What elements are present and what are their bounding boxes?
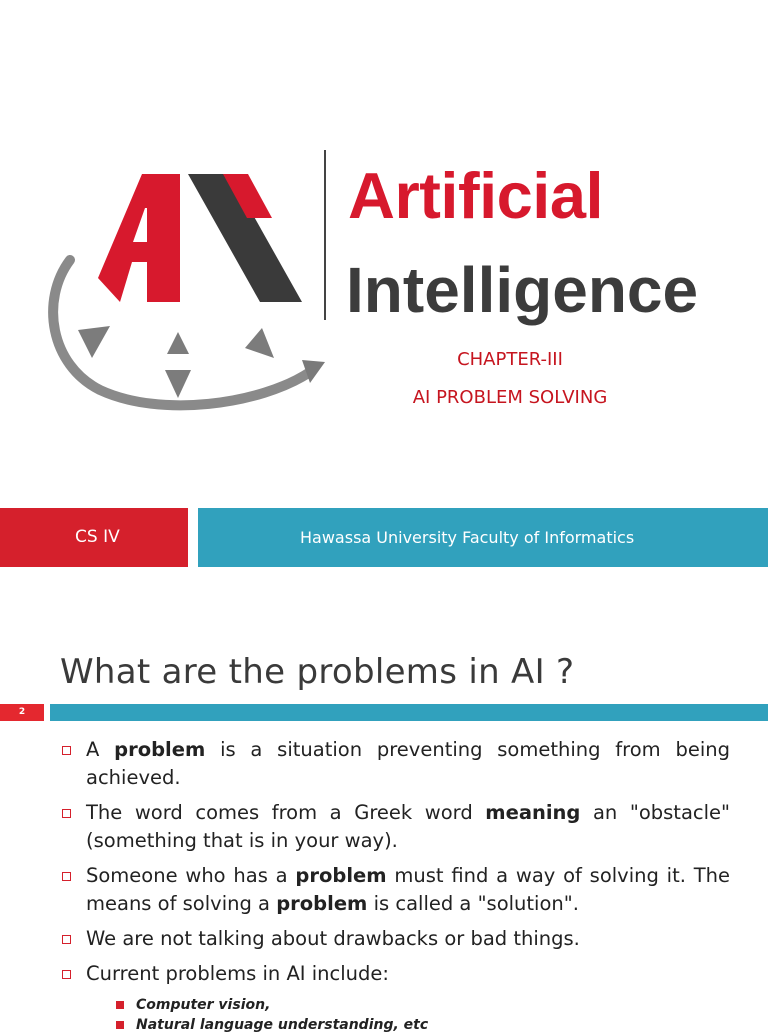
bullet-text: Someone who has a: [86, 864, 296, 887]
chapter-subtitle: AI PROBLEM SOLVING: [412, 387, 608, 408]
bold-term: problem: [295, 864, 387, 887]
bullet-item: [62, 799, 730, 855]
bullet-text: A: [86, 738, 115, 761]
bullet-square-icon: [62, 935, 71, 944]
title-artificial: Artificial: [348, 159, 604, 232]
bullet-text: The word comes from a Greek word: [86, 801, 486, 824]
ai-logo: [40, 150, 330, 430]
bullet-text: an "obstacle" (something that is in your way).: [86, 801, 731, 852]
bullet-text: is a situation preventing something from being achieved.: [86, 738, 730, 789]
page-number: 2: [0, 704, 44, 721]
sub-bullet-item: [116, 995, 730, 1015]
bullet-square-icon: [62, 872, 71, 881]
institution-bar: [198, 508, 768, 567]
bullet-item: [62, 925, 730, 953]
bullet-list: [62, 736, 730, 1035]
chapter-label: CHAPTER-III: [457, 349, 563, 370]
bullet-text: is called a "solution".: [367, 892, 579, 915]
bullet-square-icon: [62, 746, 71, 755]
sub-bullet-item: [116, 1015, 730, 1035]
bullet-text: Current problems in AI include:: [86, 962, 389, 985]
slide-title: What are the problems in AI ?: [60, 652, 575, 692]
title-underline-bar: [50, 704, 768, 721]
sub-bullet-text: Natural language understanding, etc: [136, 1017, 429, 1033]
bullet-item: [62, 960, 730, 988]
bold-term: problem: [114, 738, 206, 761]
title-intelligence: Intelligence: [346, 254, 699, 326]
bullet-square-icon: [62, 809, 71, 818]
bullet-item: [62, 862, 730, 918]
bullet-item: [62, 736, 730, 792]
content-slide: [0, 620, 768, 1033]
bold-term: meaning: [485, 801, 581, 824]
bullet-text: We are not talking about drawbacks or bad things.: [86, 927, 580, 950]
bullet-text: must find a way of solving it. The means of solving a: [86, 864, 730, 915]
sub-bullet-square-icon: [116, 1001, 124, 1009]
sub-bullet-text: Computer vision,: [136, 997, 271, 1013]
bold-term: problem: [276, 892, 368, 915]
institution-label: Hawassa University Faculty of Informatics: [300, 528, 635, 547]
course-bar: [0, 508, 188, 567]
course-label: CS IV: [75, 527, 120, 547]
bullet-square-icon: [62, 970, 71, 979]
sub-bullet-square-icon: [116, 1021, 124, 1029]
